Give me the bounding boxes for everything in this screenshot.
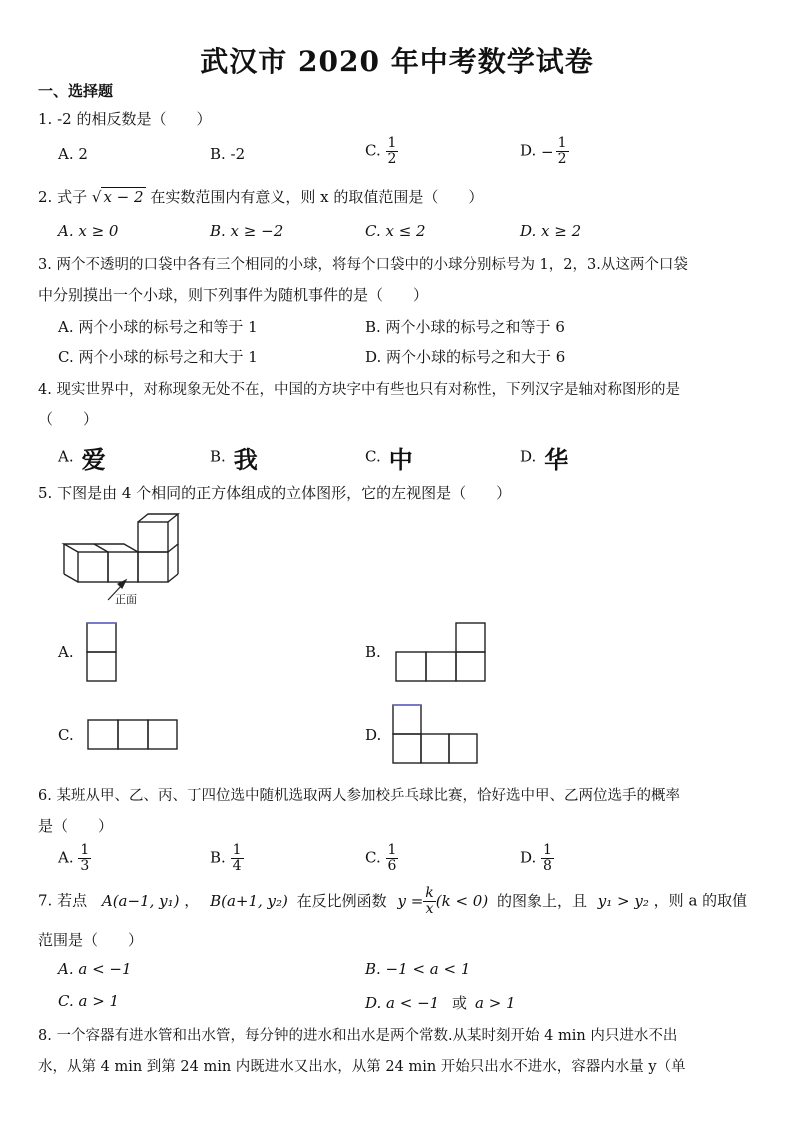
top-cube-front [138, 522, 168, 552]
q7-middle2: 的图象上，且 [497, 891, 588, 910]
q1-stem: 1. -2 的相反数是（ ） [38, 110, 212, 128]
radicand: x − 2 [103, 188, 144, 206]
q2-option-c[interactable]: C. x ≤ 2 [365, 222, 426, 240]
frac-denominator: 2 [557, 151, 567, 167]
q7-suffix: ，则 a 的取值 [653, 891, 748, 910]
frac-numerator: 1 [387, 842, 397, 858]
q1-option-a[interactable]: A. 2 [58, 145, 88, 163]
point-a: A(a−1, y₁) [101, 891, 180, 910]
q6-option-d-label: D. [520, 848, 537, 867]
q6-option-d-fraction [541, 843, 554, 874]
q6-option-c[interactable] [365, 843, 398, 874]
frac-denominator: 2 [387, 151, 397, 167]
q2-option-d[interactable]: D. x ≥ 2 [520, 222, 582, 240]
frac-numerator: 1 [387, 135, 397, 151]
fn-fraction [423, 886, 435, 917]
q7-option-c[interactable]: C. a > 1 [58, 992, 120, 1010]
q2-option-a[interactable]: A. x ≥ 0 [58, 222, 119, 240]
right-bottom-edge [168, 574, 178, 582]
top-cube-top [138, 514, 178, 522]
q5-stem: 5. 下图是由 4 个相同的正方体组成的立体图形，它的左视图是（ ） [38, 484, 512, 502]
q6-stem-line1: 6. 某班从甲、乙、丙、丁四位选中随机选取两人参加校乒乓球比赛，恰好选中甲、乙两位选手的概率 [38, 788, 680, 804]
bottom-cube-3-front [138, 552, 168, 582]
q2-stem [38, 186, 483, 207]
q6-option-b-label: B. [210, 848, 226, 867]
q7-option-d-or: 或 [451, 994, 467, 1012]
q4-option-b[interactable] [210, 440, 258, 475]
q5-option-d[interactable]: D. [365, 726, 382, 744]
q6-option-d[interactable] [520, 843, 554, 874]
q6-option-c-fraction [386, 843, 399, 874]
q4-option-d[interactable] [520, 440, 568, 475]
q7-stem-line2: 范围是（ ） [38, 931, 144, 949]
bottom-cube-1-top [64, 544, 108, 552]
q6-option-a-fraction [78, 843, 91, 874]
fn-left: y = [397, 891, 424, 910]
char-hua: 华 [544, 446, 569, 474]
q4-option-c[interactable] [365, 440, 413, 475]
minus-sign: − [541, 142, 554, 161]
q4-option-c-label: C. [365, 447, 381, 466]
q4-stem-line2: （ ） [38, 410, 99, 428]
q8-stem-line1: 8. 一个容器有进水管和出水管，每分钟的进水和出水是两个常数.从某时刻开始 4 min 内只进水不出 [38, 1028, 678, 1044]
q6-option-a[interactable] [58, 843, 91, 874]
q5-option-d-figure [392, 704, 482, 766]
section-heading: 一、选择题 [38, 82, 114, 100]
char-ai: 爱 [81, 446, 106, 474]
frac-numerator: 1 [80, 842, 90, 858]
q3-option-a[interactable]: A. 两个小球的标号之和等于 1 [58, 318, 258, 336]
inverse-function [397, 885, 489, 917]
q6-option-b-fraction [231, 843, 244, 874]
q5-option-b[interactable]: B. [365, 643, 381, 661]
q7-option-d-left: D. a < −1 [365, 994, 440, 1012]
q1-option-d-fraction [556, 136, 569, 167]
q4-option-a[interactable] [58, 440, 106, 475]
q7-option-d[interactable] [365, 992, 516, 1013]
q7-separator: ， [184, 891, 200, 910]
q7-prefix: 7. 若点 [38, 891, 88, 910]
frac-numerator: 1 [232, 842, 242, 858]
frac-numerator: 1 [543, 842, 552, 858]
frac-numerator: k [425, 885, 434, 901]
q2-stem-prefix: 2. 式子 [38, 188, 88, 206]
point-b: B(a+1, y₂) [210, 891, 288, 910]
q7-middle: 在反比例函数 [296, 891, 387, 910]
q3-stem-line1: 3. 两个不透明的口袋中各有三个相同的小球，将每个口袋中的小球分别标号为 1，2，3.从这两个口袋 [38, 257, 688, 273]
q4-stem-line1: 4. 现实世界中，对称现象无处不在，中国的方块字中有些也只有对称性，下列汉字是轴对称图形的是 [38, 382, 680, 398]
q1-option-d-label: D. [520, 141, 537, 160]
fn-condition: (k < 0) [435, 891, 489, 910]
q3-option-d[interactable]: D. 两个小球的标号之和大于 6 [365, 348, 566, 366]
q2-stem-suffix: 在实数范围内有意义，则 x 的取值范围是（ ） [150, 188, 484, 206]
q7-option-d-right: a > 1 [474, 994, 516, 1012]
q7-option-a[interactable]: A. a < −1 [58, 960, 132, 978]
q5-option-c[interactable]: C. [58, 726, 74, 744]
bottom-cube-2-front [108, 552, 138, 582]
q5-option-b-figure [395, 622, 487, 682]
q4-option-b-label: B. [210, 447, 226, 466]
q3-option-c[interactable]: C. 两个小球的标号之和大于 1 [58, 348, 258, 366]
q1-option-b[interactable]: B. -2 [210, 145, 246, 163]
frac-denominator: 3 [80, 858, 90, 874]
q1-option-d[interactable] [520, 136, 569, 167]
page-title: 武汉市 2020 年中考数学试卷 [200, 45, 594, 78]
q3-option-b[interactable]: B. 两个小球的标号之和等于 6 [365, 318, 565, 336]
front-arrow-head [118, 580, 126, 588]
char-wo: 我 [233, 446, 258, 474]
square-root-expression: √ x − 2 [91, 188, 144, 206]
front-view-label: 正面 [115, 593, 137, 606]
left-bottom-edge [64, 574, 78, 582]
y-inequality: y₁ > y₂ [597, 891, 649, 910]
q6-option-b[interactable] [210, 843, 244, 874]
q2-option-b[interactable]: B. x ≥ −2 [210, 222, 284, 240]
char-zhong: 中 [388, 446, 413, 474]
top-cube-side [168, 514, 178, 552]
q1-option-c[interactable] [365, 136, 398, 167]
frac-numerator: 1 [557, 135, 567, 151]
q6-option-c-label: C. [365, 848, 381, 867]
frac-denominator: x [425, 901, 434, 917]
q7-stem-line1 [38, 886, 747, 917]
q1-option-c-fraction [386, 136, 399, 167]
q4-option-a-label: A. [58, 447, 74, 466]
frac-denominator: 8 [543, 858, 552, 874]
frac-denominator: 6 [387, 858, 397, 874]
q4-option-d-label: D. [520, 447, 537, 466]
q5-option-a-figure [86, 622, 118, 682]
q1-option-c-label: C. [365, 141, 381, 160]
bottom-cube-1-front [78, 552, 108, 582]
q3-stem-line2: 中分别摸出一个小球，则下列事件为随机事件的是（ ） [38, 286, 429, 304]
q5-option-c-figure [87, 719, 179, 751]
frac-denominator: 4 [232, 858, 242, 874]
q6-stem-line2: 是（ ） [38, 817, 114, 835]
q8-stem-line2: 水，从第 4 min 到第 24 min 内既进水又出水，从第 24 min 开始只出水不进水，容器内水量 y（单 [38, 1059, 686, 1075]
q7-option-b[interactable]: B. −1 < a < 1 [365, 960, 471, 978]
q5-option-a[interactable]: A. [58, 643, 74, 661]
q6-option-a-label: A. [58, 848, 74, 867]
